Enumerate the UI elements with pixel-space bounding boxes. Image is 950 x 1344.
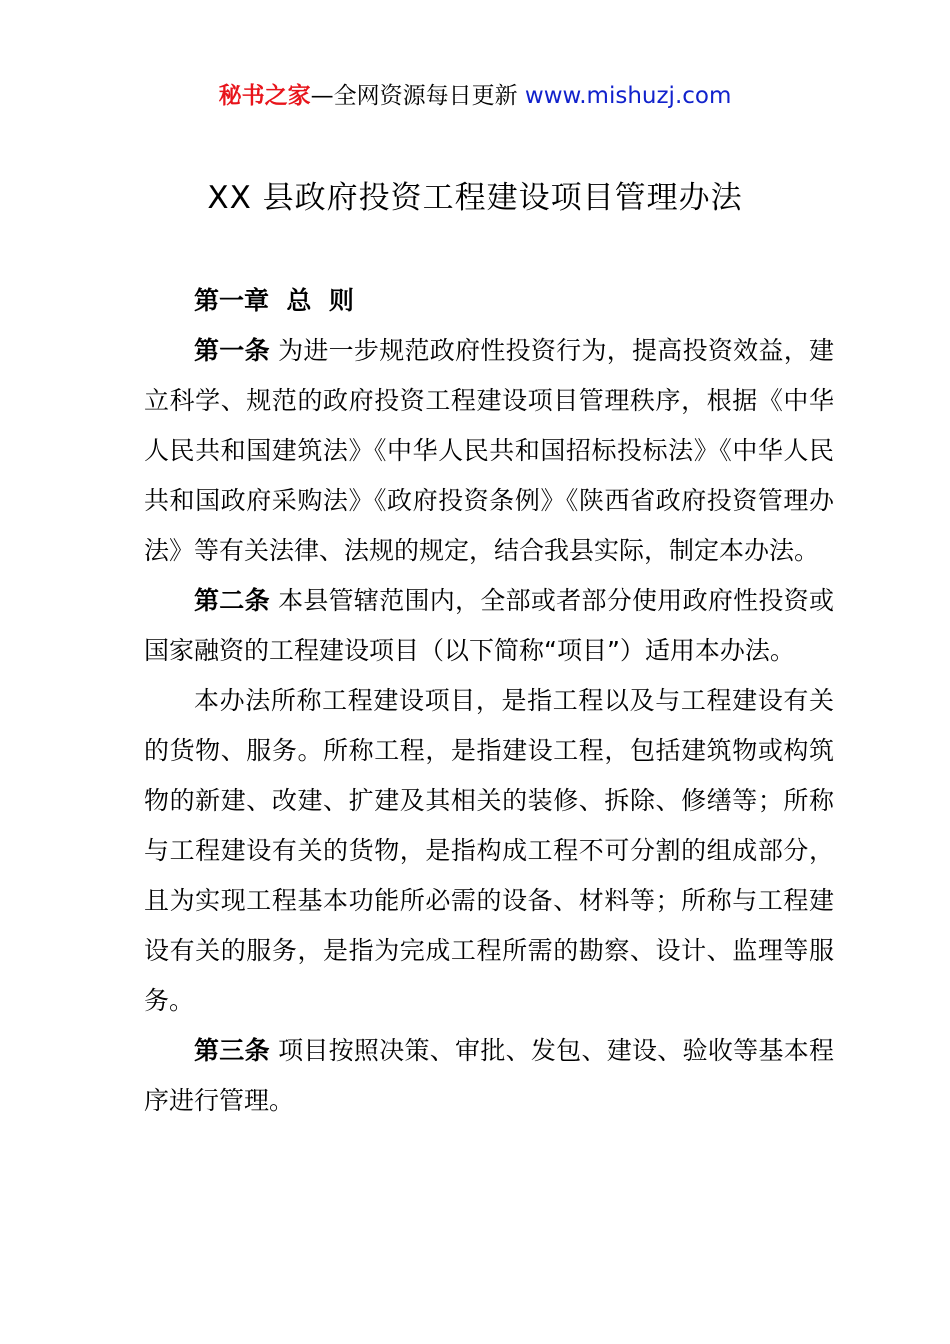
article-paragraph bbox=[144, 326, 834, 576]
chapter-heading-text: 第一章 总 则 bbox=[194, 286, 354, 315]
site-url-link[interactable]: www.mishuzj.com bbox=[524, 83, 732, 109]
article-label: 第一条 bbox=[194, 336, 270, 365]
article-text: 项目按照决策、审批、发包、建设、验收等基本程序进行管理。 bbox=[144, 1036, 834, 1115]
article-label: 第二条 bbox=[194, 586, 270, 615]
document-body bbox=[144, 276, 834, 1126]
site-header bbox=[0, 78, 950, 114]
article-label: 第三条 bbox=[194, 1036, 270, 1065]
document-title: XX 县政府投资工程建设项目管理办法 bbox=[207, 180, 743, 216]
chapter-heading bbox=[144, 276, 834, 326]
article-paragraph bbox=[144, 1026, 834, 1126]
definition-paragraph: 本办法所称工程建设项目，是指工程以及与工程建设有关的货物、服务。所称工程，是指建设工程，包括建筑物或构筑物的新建、改建、扩建及其相关的装修、拆除、修缮等；所称与工程建设有关的货物，是指构成工程不可分割的组成部分，且为实现工程基本功能所必需的设备、材料等；所称与工程建设有关的服务，是指为完成工程所需的勘察、设计、监理等服务。 bbox=[144, 686, 834, 1015]
article-text: 为进一步规范政府性投资行为，提高投资效益，建立科学、规范的政府投资工程建设项目管理秩序，根据《中华人民共和国建筑法》《中华人民共和国招标投标法》《中华人民共和国政府采购法》《政府投资条例》《陕西省政府投资管理办法》等有关法律、法规的规定，结合我县实际，制定本办法。 bbox=[144, 336, 834, 565]
article-text: 本县管辖范围内，全部或者部分使用政府性投资或国家融资的工程建设项目（以下简称“项目”）适用本办法。 bbox=[144, 586, 834, 665]
site-tagline: —全网资源每日更新 bbox=[310, 83, 518, 109]
article-paragraph bbox=[144, 576, 834, 676]
site-name: 秘书之家 bbox=[218, 83, 311, 109]
